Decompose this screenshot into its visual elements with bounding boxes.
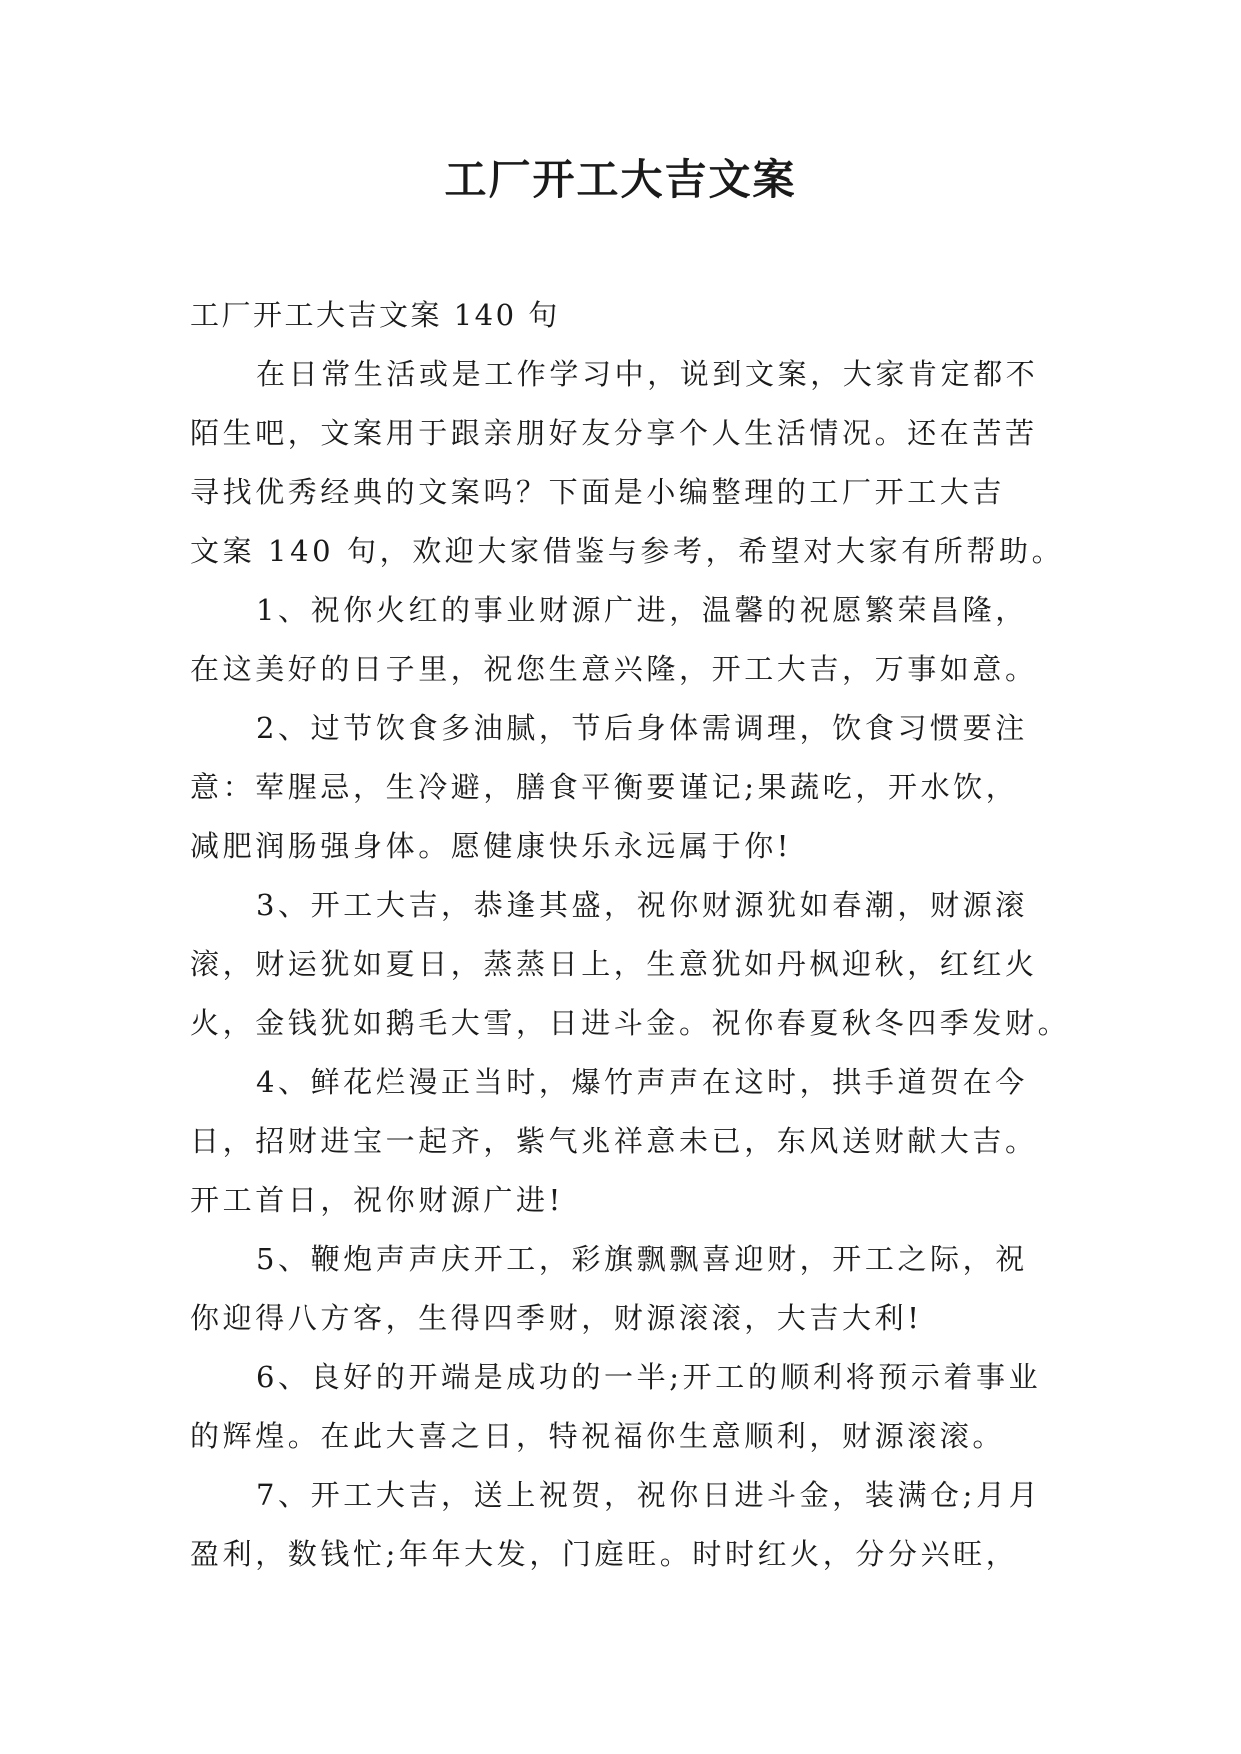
paragraph-line: 7、开工大吉，送上祝贺，祝你日进斗金，装满仓;月月 [256, 1478, 1042, 1512]
paragraph-line: 6、良好的开端是成功的一半;开工的顺利将预示着事业 [256, 1360, 1042, 1394]
paragraph-line: 你迎得八方客，生得四季财，财源滚滚，大吉大利! [190, 1301, 923, 1335]
paragraph-line: 意：荤腥忌，生冷避，膳食平衡要谨记;果蔬吃，开水饮， [190, 770, 1019, 804]
document-body [190, 286, 1071, 1584]
paragraph-line: 在日常生活或是工作学习中，说到文案，大家肯定都不 [256, 357, 1039, 391]
paragraph-line: 日，招财进宝一起齐，紫气兆祥意未已，东风送财献大吉。 [190, 1124, 1038, 1158]
paragraph-line: 陌生吧，文案用于跟亲朋好友分享个人生活情况。还在苦苦 [190, 416, 1038, 450]
paragraph-line: 火，金钱犹如鹅毛大雪，日进斗金。祝你春夏秋冬四季发财。 [190, 1006, 1071, 1040]
paragraph-line: 5、鞭炮声声庆开工，彩旗飘飘喜迎财，开工之际，祝 [256, 1242, 1028, 1276]
document-subtitle: 工厂开工大吉文案 140 句 [190, 298, 560, 332]
paragraph-line: 滚，财运犹如夏日，蒸蒸日上，生意犹如丹枫迎秋，红红火 [190, 947, 1038, 981]
paragraph-line: 1、祝你火红的事业财源广进，温馨的祝愿繁荣昌隆， [256, 593, 1028, 627]
document-title: 工厂开工大吉文案 [444, 155, 797, 204]
paragraph-line: 3、开工大吉，恭逢其盛，祝你财源犹如春潮，财源滚 [256, 888, 1028, 922]
paragraph-line: 盈利，数钱忙;年年大发，门庭旺。时时红火，分分兴旺， [190, 1537, 1019, 1571]
paragraph-line: 在这美好的日子里，祝您生意兴隆，开工大吉，万事如意。 [190, 652, 1038, 686]
paragraph-line: 开工首日，祝你财源广进! [190, 1183, 564, 1217]
paragraph-line: 减肥润肠强身体。愿健康快乐永远属于你! [190, 829, 793, 863]
paragraph-line: 2、过节饮食多油腻，节后身体需调理，饮食习惯要注 [256, 711, 1028, 745]
paragraph-line: 4、鲜花烂漫正当时，爆竹声声在这时，拱手道贺在今 [256, 1065, 1028, 1099]
paragraph-line: 文案 140 句，欢迎大家借鉴与参考，希望对大家有所帮助。 [190, 534, 1065, 568]
paragraph-line: 寻找优秀经典的文案吗？下面是小编整理的工厂开工大吉 [190, 475, 1006, 509]
paragraph-line: 的辉煌。在此大喜之日，特祝福你生意顺利，财源滚滚。 [190, 1419, 1006, 1453]
